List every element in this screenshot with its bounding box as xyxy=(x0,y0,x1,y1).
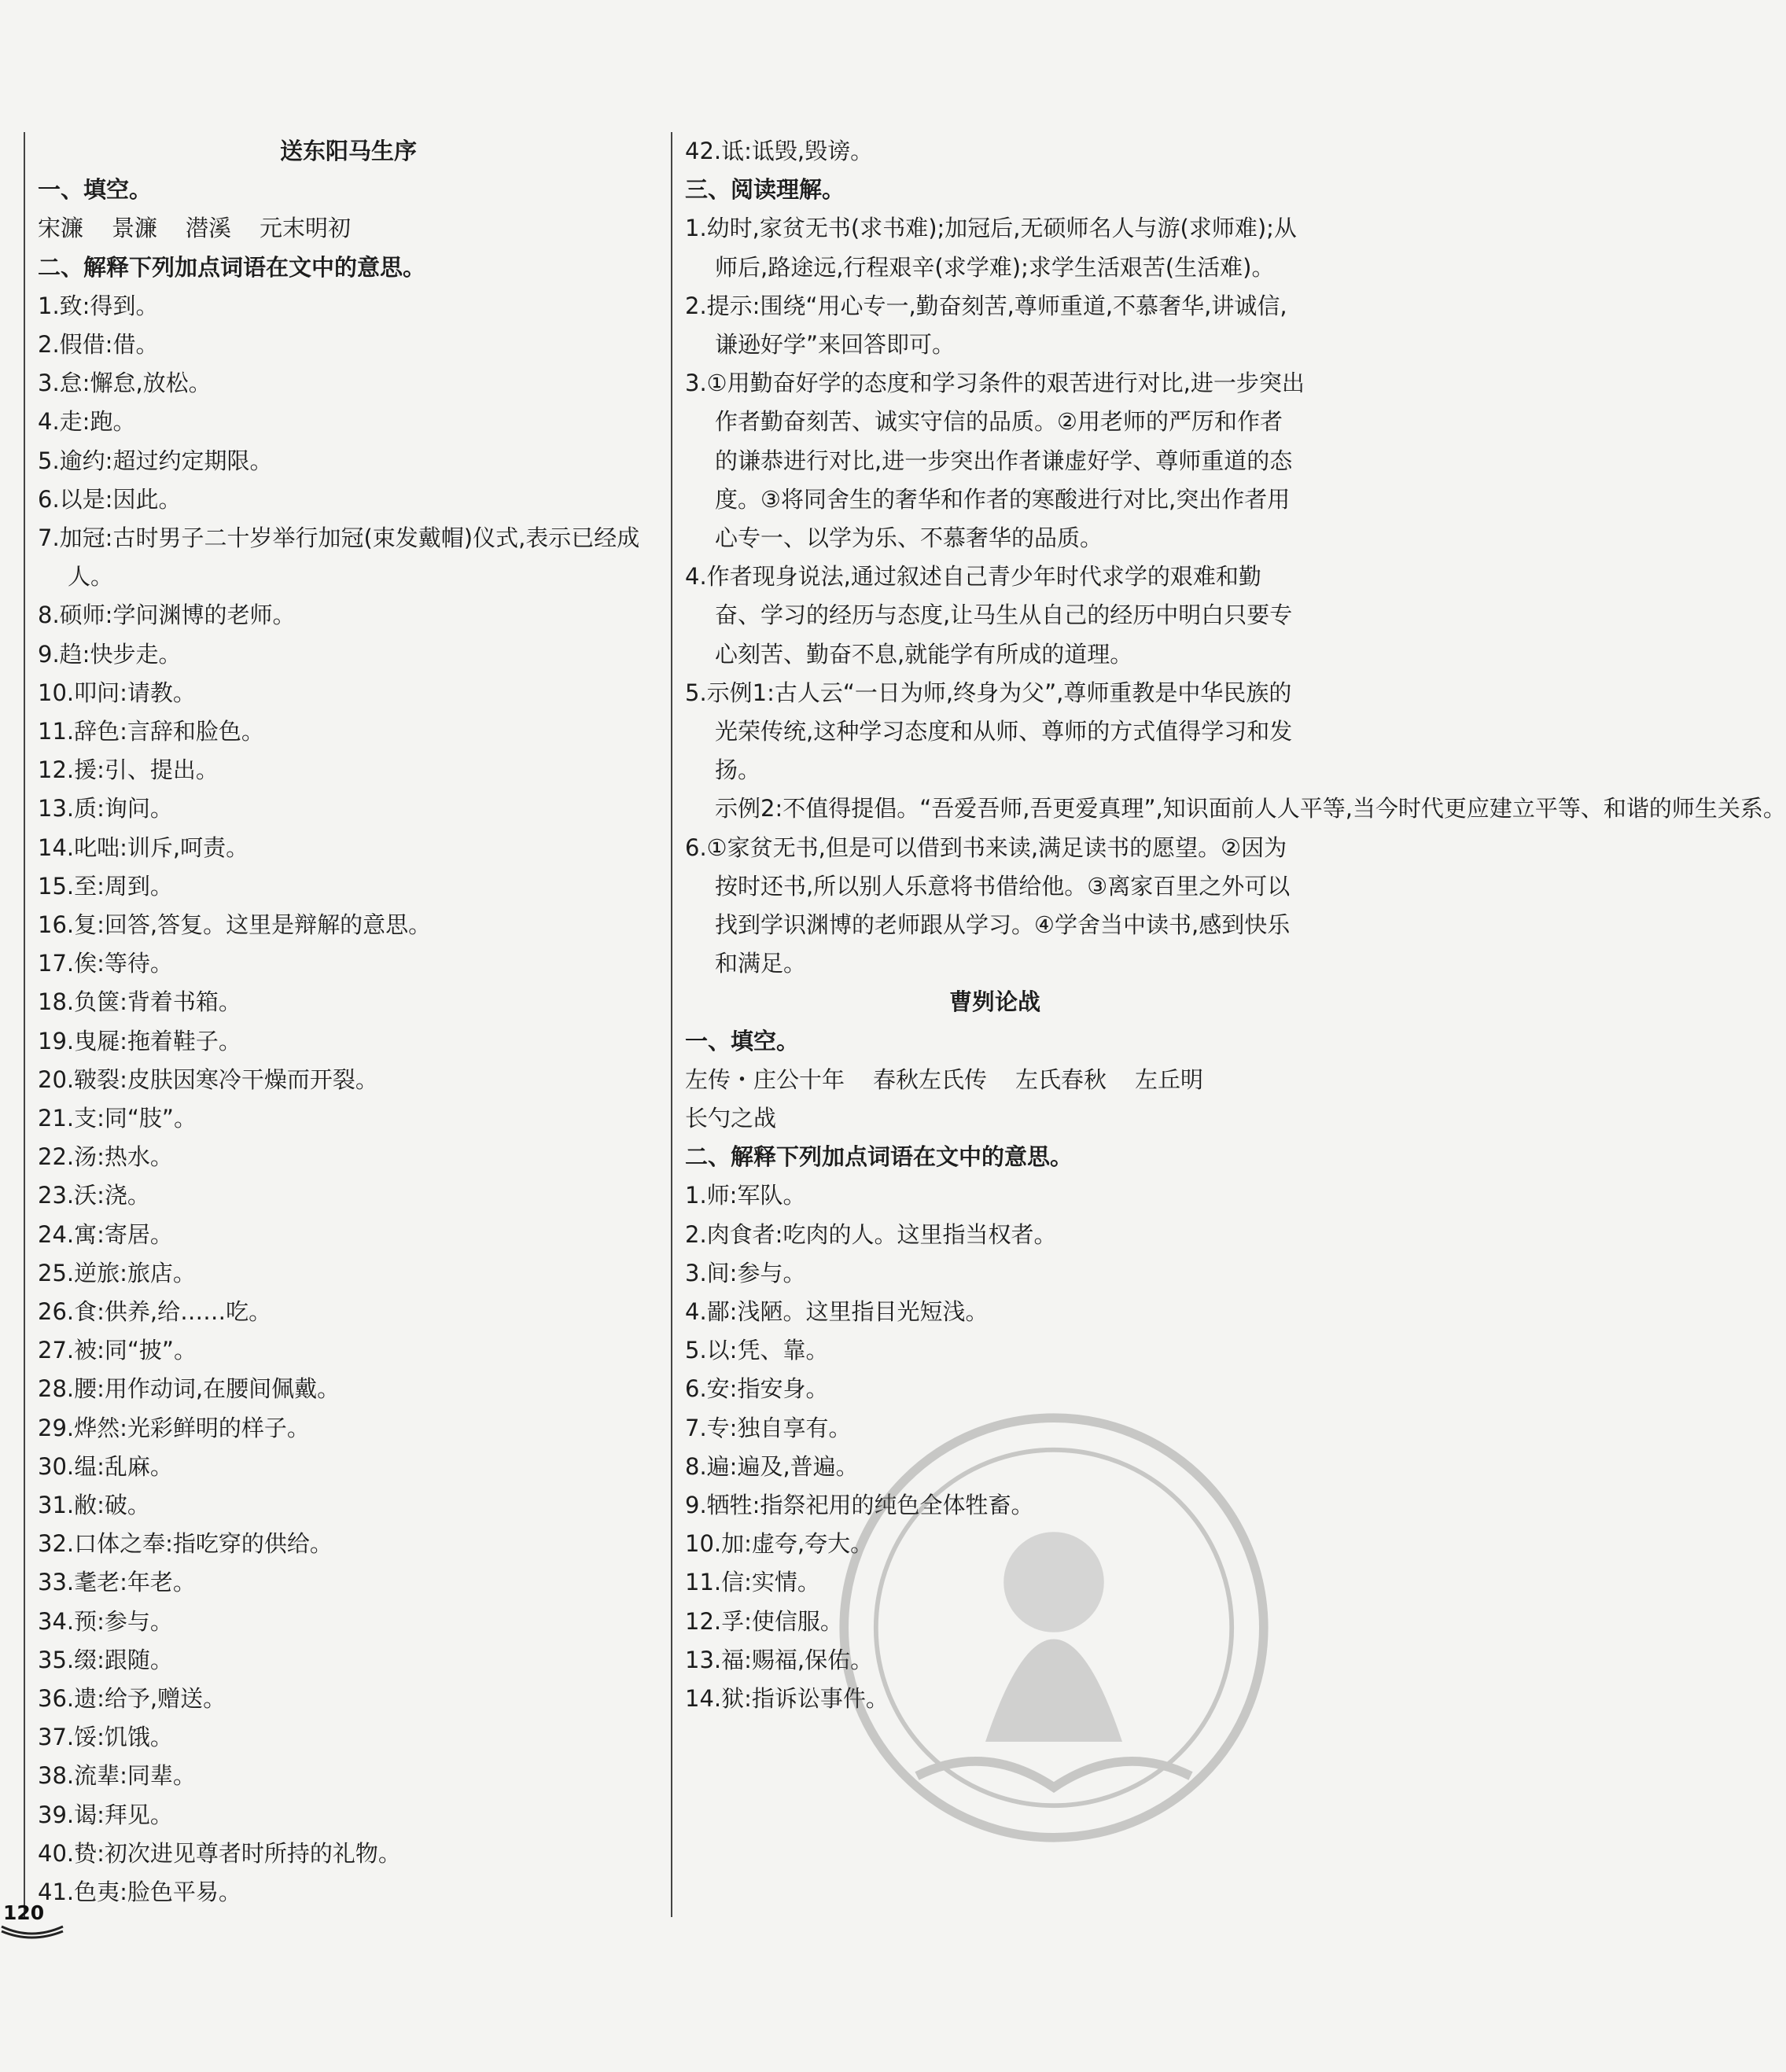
item-number: 29. xyxy=(38,1414,75,1441)
page-number-text: 120 xyxy=(3,1901,45,1924)
item-text: 孚:使信服。 xyxy=(721,1607,843,1635)
item-number: 39. xyxy=(38,1801,75,1828)
answer-word: 左氏春秋 xyxy=(1015,1065,1107,1093)
item-text: 口体之奉:指吃穿的供给。 xyxy=(74,1530,333,1558)
item-number: 15. xyxy=(38,872,75,900)
list-item xyxy=(38,403,659,441)
item-number: 38. xyxy=(38,1762,75,1790)
list-item xyxy=(685,1176,1305,1215)
list-item xyxy=(38,1099,659,1138)
list-item xyxy=(38,1293,659,1331)
item-number: 2. xyxy=(38,330,60,358)
item-number: 35. xyxy=(38,1646,75,1673)
list-item xyxy=(38,751,659,789)
item-number: 4. xyxy=(685,1297,707,1325)
list-item xyxy=(38,1409,659,1448)
list-item xyxy=(38,906,659,944)
item-number: 31. xyxy=(38,1492,75,1519)
list-item xyxy=(685,364,1305,558)
item-text: 耄老:年老。 xyxy=(74,1569,196,1596)
page-number xyxy=(0,1901,68,1936)
item-number: 16. xyxy=(38,911,75,938)
item-number: 1. xyxy=(38,292,60,319)
reading-answers xyxy=(685,209,1786,983)
item-text: 曳屣:拖着鞋子。 xyxy=(74,1027,241,1054)
list-item xyxy=(38,287,659,326)
left-column xyxy=(24,132,659,1917)
list-item xyxy=(38,1486,659,1525)
item-number: 23. xyxy=(38,1182,75,1209)
item-number: 33. xyxy=(38,1569,75,1596)
item-text: 假借:借。 xyxy=(59,330,159,358)
item-text: 预:参与。 xyxy=(74,1607,173,1635)
item-number: 9. xyxy=(38,640,60,668)
list-item xyxy=(685,1293,1305,1331)
list-item xyxy=(38,1641,659,1680)
book-icon xyxy=(0,1923,64,1939)
item-text: 叱咄:训斥,呵责。 xyxy=(74,834,249,861)
item-number: 10. xyxy=(38,679,75,706)
reading-heading: 三、阅读理解。 xyxy=(685,176,845,204)
item-number: 17. xyxy=(38,950,75,977)
item-text: 安:指安身。 xyxy=(706,1375,829,1403)
list-item xyxy=(38,944,659,983)
list-item xyxy=(685,209,1305,286)
item-text: 俟:等待。 xyxy=(74,950,173,977)
list-item xyxy=(38,1563,659,1602)
list-item xyxy=(685,1216,1305,1254)
section-title-2: 曹刿论战 xyxy=(948,988,1040,1016)
item-number: 40. xyxy=(38,1839,75,1867)
item-number: 2. xyxy=(685,292,707,319)
list-item xyxy=(685,1331,1305,1370)
list-item xyxy=(38,1061,659,1099)
item-number: 6. xyxy=(685,834,707,861)
list-item xyxy=(38,1718,659,1757)
item-text: ①家贫无书,但是可以借到书来读,满足读书的愿望。②因为按时还书,所以别人乐意将书借给他。③离家百里之外可以找到学识渊博的老师跟从学习。④学舍当中读书,感到快乐和满足。 xyxy=(706,834,1291,977)
item-text: 加:虚夸,夸大。 xyxy=(721,1530,874,1558)
explain-heading: 二、解释下列加点词语在文中的意思。 xyxy=(38,253,426,281)
fill-blank-answers-2 xyxy=(685,1061,1305,1099)
answer-word: 潜溪 xyxy=(186,215,232,242)
item-number: 6. xyxy=(685,1375,707,1403)
item-text: 援:引、提出。 xyxy=(74,756,219,784)
item-text: 幼时,家贫无书(求书难);加冠后,无硕师名人与游(求师难);从师后,路途远,行程艰辛(求学难);求学生活艰苦(生活难)。 xyxy=(706,215,1297,281)
fill-blank-heading: 一、填空。 xyxy=(38,176,153,204)
seal-watermark xyxy=(826,1400,1282,1856)
item-text: 复:回答,答复。这里是辩解的意思。 xyxy=(74,911,432,938)
list-item xyxy=(685,1254,1305,1293)
list-item xyxy=(38,983,659,1021)
item-number: 4. xyxy=(38,408,60,436)
list-item xyxy=(38,1796,659,1835)
item-text: 色夷:脸色平易。 xyxy=(74,1879,241,1906)
item-number: 4. xyxy=(685,563,707,591)
list-item xyxy=(38,519,659,596)
item-number: 11. xyxy=(685,1569,722,1596)
item-text: ①用勤奋好学的态度和学习条件的艰苦进行对比,进一步突出作者勤奋刻苦、诚实守信的品质。②用老师的严厉和作者的谦恭进行对比,进一步突出作者谦虚好学、尊师重道的态度。③将同舍生的奢华和作者的寒酸进行对比,突出作者用心专一、以学为乐、不慕奢华的品质。 xyxy=(706,370,1305,551)
list-item xyxy=(685,287,1305,364)
item-number: 20. xyxy=(38,1065,75,1093)
item-number: 11. xyxy=(38,717,75,745)
item-number: 10. xyxy=(685,1530,722,1558)
item-text: 质:询问。 xyxy=(74,795,173,823)
answer-word: 宋濂 xyxy=(38,215,84,242)
list-item xyxy=(685,558,1305,674)
item-text: 汤:热水。 xyxy=(74,1143,173,1171)
list-item xyxy=(38,635,659,674)
item-text: 皲裂:皮肤因寒冷干燥而开裂。 xyxy=(74,1065,378,1093)
list-item xyxy=(38,1370,659,1408)
item-text: 走:跑。 xyxy=(59,408,136,436)
item-text: 逆旅:旅店。 xyxy=(74,1259,196,1286)
list-item xyxy=(685,829,1305,984)
item-number: 6. xyxy=(38,485,60,513)
item-number: 34. xyxy=(38,1607,75,1635)
item-number: 25. xyxy=(38,1259,75,1286)
item-text: 间:参与。 xyxy=(706,1259,806,1286)
item-text: 流辈:同辈。 xyxy=(74,1762,196,1790)
item-text: 牺牲:指祭祀用的纯色全体牲畜。 xyxy=(706,1491,1034,1518)
item-text: 谒:拜见。 xyxy=(74,1801,173,1828)
item-text: 贽:初次进见尊者时所持的礼物。 xyxy=(74,1839,401,1867)
item-number: 18. xyxy=(38,988,75,1016)
item-number: 26. xyxy=(38,1298,75,1326)
item-number: 24. xyxy=(38,1220,75,1248)
item-text: 烨然:光彩鲜明的样子。 xyxy=(74,1414,310,1441)
answer-word: 元末明初 xyxy=(260,215,352,242)
item-text: 提示:围绕“用心专一,勤奋刻苦,尊师重道,不慕奢华,讲诚信,谦逊好学”来回答即可。 xyxy=(706,292,1287,358)
list-item xyxy=(38,674,659,712)
list-item xyxy=(685,132,1305,171)
list-item xyxy=(38,1331,659,1370)
item-text: 师:军队。 xyxy=(706,1182,806,1209)
item-text: 致:得到。 xyxy=(59,292,159,319)
list-item xyxy=(38,596,659,635)
list-item xyxy=(685,674,1305,790)
fill-blank-answers xyxy=(38,209,659,248)
item-text: 加冠:古时男子二十岁举行加冠(束发戴帽)仪式,表示已经成人。 xyxy=(59,524,640,591)
item-text: 沃:浇。 xyxy=(74,1182,150,1209)
explain-list xyxy=(38,287,659,1912)
list-item xyxy=(38,1603,659,1641)
item-number: 1. xyxy=(685,215,707,242)
item-number: 28. xyxy=(38,1375,75,1403)
item-number: 3. xyxy=(38,370,60,397)
item-text: 辞色:言辞和脸色。 xyxy=(74,717,264,745)
item-text: 诋:诋毁,毁谤。 xyxy=(721,138,874,164)
item-text: 以是:因此。 xyxy=(59,485,182,513)
list-item xyxy=(38,1873,659,1912)
answer-word: 春秋左氏传 xyxy=(873,1065,988,1093)
item-number: 19. xyxy=(38,1027,75,1054)
item-number: 1. xyxy=(685,1182,707,1209)
item-text: 被:同“披”。 xyxy=(74,1337,197,1364)
item-number: 5. xyxy=(38,447,60,474)
list-item xyxy=(38,480,659,519)
list-item xyxy=(38,867,659,906)
item-number: 14. xyxy=(685,1685,722,1712)
list-item xyxy=(38,1216,659,1254)
list-item xyxy=(38,789,659,828)
section-title: 送东阳马生序 xyxy=(279,138,417,164)
answer-word: 左传・庄公十年 xyxy=(685,1065,845,1093)
list-item xyxy=(38,1835,659,1873)
fill-blank-answer-2: 长勺之战 xyxy=(685,1104,777,1132)
list-item xyxy=(38,364,659,403)
fill-blank-heading-2: 一、填空。 xyxy=(685,1027,800,1054)
item-number: 13. xyxy=(38,795,75,823)
item-number: 30. xyxy=(38,1452,75,1480)
list-item xyxy=(38,829,659,867)
item-text: 敝:破。 xyxy=(74,1492,150,1519)
item-text: 狱:指诉讼事件。 xyxy=(721,1685,889,1712)
list-item xyxy=(38,442,659,480)
item-text: 怠:懈怠,放松。 xyxy=(59,370,212,397)
item-number: 3. xyxy=(685,370,707,397)
item-text: 福:赐福,保佑。 xyxy=(721,1646,874,1673)
list-item xyxy=(38,1176,659,1215)
list-item xyxy=(38,1138,659,1176)
item-number: 32. xyxy=(38,1530,75,1558)
list-item xyxy=(38,1254,659,1293)
item-text: 示例1:古人云“一日为师,终身为父”,尊师重教是中华民族的光荣传统,这种学习态度和从师、尊师的方式值得学习和发扬。 xyxy=(706,679,1293,784)
item-number: 9. xyxy=(685,1491,707,1518)
item-number: 12. xyxy=(38,756,75,784)
item-number: 14. xyxy=(38,834,75,861)
answer-word: 景濂 xyxy=(112,215,158,242)
item-text: 逾约:超过约定期限。 xyxy=(59,447,273,474)
item-text: 缊:乱麻。 xyxy=(74,1452,173,1480)
item-number: 27. xyxy=(38,1337,75,1364)
item-number: 7. xyxy=(685,1414,707,1441)
item-number: 36. xyxy=(38,1685,75,1713)
item-number: 21. xyxy=(38,1105,75,1132)
item-number: 41. xyxy=(38,1879,75,1906)
item-text: 专:独自享有。 xyxy=(706,1414,852,1441)
list-item xyxy=(38,712,659,751)
item-number: 22. xyxy=(38,1143,75,1171)
item-text: 遍:遍及,普遍。 xyxy=(706,1452,859,1480)
item-number: 7. xyxy=(38,524,60,551)
item-number: 3. xyxy=(685,1259,707,1286)
item-text: 示例2:不值得提倡。“吾爱吾师,吾更爱真理”,知识面前人人平等,当今时代更应建立平等、和谐的师生关系。 xyxy=(715,795,1786,823)
item-text: 腰:用作动词,在腰间佩戴。 xyxy=(74,1375,341,1403)
item-number: 5. xyxy=(685,1337,707,1364)
item-text: 支:同“肢”。 xyxy=(74,1105,197,1132)
item-text: 食:供养,给……吃。 xyxy=(74,1298,272,1326)
item-text: 肉食者:吃肉的人。这里指当权者。 xyxy=(706,1220,1057,1248)
item-text: 寓:寄居。 xyxy=(74,1220,173,1248)
item-text: 遗:给予,赠送。 xyxy=(74,1685,226,1713)
list-item xyxy=(38,1448,659,1486)
explain-heading-2: 二、解释下列加点词语在文中的意思。 xyxy=(685,1143,1073,1171)
list-item xyxy=(38,1022,659,1061)
item-number: 8. xyxy=(38,602,60,629)
answer-word: 左丘明 xyxy=(1135,1065,1204,1093)
item-number: 5. xyxy=(685,679,707,706)
item-text: 硕师:学问渊博的老师。 xyxy=(59,602,296,629)
item-number: 13. xyxy=(685,1646,722,1673)
item-text: 信:实情。 xyxy=(721,1569,820,1596)
list-item xyxy=(685,789,1786,828)
item-text: 作者现身说法,通过叙述自己青少年时代求学的艰难和勤奋、学习的经历与态度,让马生从自己的经历中明白只要专心刻苦、勤奋不息,就能学有所成的道理。 xyxy=(706,563,1293,668)
item-number: 2. xyxy=(685,1220,707,1248)
item-text: 趋:快步走。 xyxy=(59,640,182,668)
item-text: 负箧:背着书箱。 xyxy=(74,988,241,1016)
list-item xyxy=(38,1525,659,1563)
item-number: 37. xyxy=(38,1724,75,1751)
list-item xyxy=(38,1757,659,1795)
item-number: 12. xyxy=(685,1607,722,1635)
item-number: 42. xyxy=(685,138,722,164)
item-text: 至:周到。 xyxy=(74,872,173,900)
item-number: 8. xyxy=(685,1452,707,1480)
list-item xyxy=(38,1680,659,1718)
item-text: 叩问:请教。 xyxy=(74,679,196,706)
item-text: 缀:跟随。 xyxy=(74,1646,173,1673)
item-text: 鄙:浅陋。这里指目光短浅。 xyxy=(706,1297,989,1325)
item-text: 以:凭、靠。 xyxy=(706,1337,829,1364)
list-item xyxy=(38,326,659,364)
item-text: 馁:饥饿。 xyxy=(74,1724,173,1751)
